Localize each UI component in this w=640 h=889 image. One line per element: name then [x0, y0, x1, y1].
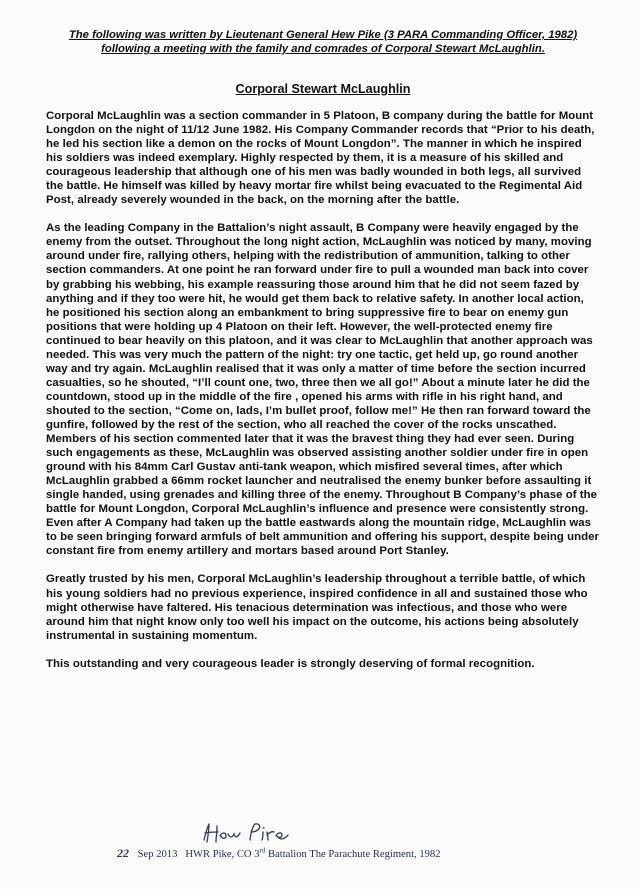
signature-ordinal: rd	[259, 846, 266, 855]
paragraph-1: Corporal McLaughlin was a section commander in 5 Platoon, B company during the battle for Mount Longdon on the night of 11/12 June 1982. His Company Commander records that “Prior to his death, he led his section like a demon on the rocks of Mount Longdon”. The manner in which he inspired his soldiers was indeed exemplary. Highly respected by them, it is a measure of his skilled and courageous leadership that although one of his men was badly wounded in both legs, all survived the battle. He himself was killed by heavy mortar fire whilst being evacuated to the Regimental Aid Post, already severely wounded in the back, on the morning after the battle.	[46, 110, 595, 207]
paragraph-2: As the leading Company in the Battalion’s night assault, B Company were heavily engaged by the enemy from the outset. Throughout the long night action, McLaughlin was noticed by many, moving around under fire, rallying others, helping with the redistribution of ammunition, talking to other section commanders. At one point he ran forward under fire to pull a wounded man back into cover by grabbing his webbing, his example reassuring those around him that he did not seem fazed by anything and if they too were hit, he would get them back to relative safety. In another local action, he positioned his section along an embankment to bring suppressive fire to bear on enemy gun positions that were holding up 4 Platoon on their left. However, the well-protected enemy fire continued to bear heavily on this platoon, and it was clear to McLaughlin that another approach was needed. This was very much the pattern of the night: try one tactic, get held up, go round another way and try again. McLaughlin realised that it was only a matter of time before the section incurred casualties, so he shouted, “I’ll count one, two, three then we all go!” About a minute later he did the countdown, stood up in the middle of the fire , opened his arms with rifle in his right hand, and shouted to the section, “Come on, lads, I’m bullet proof, follow me!” He then ran forward toward the gunfire, followed by the rest of the section, who all reached the cover of the rocks unscathed. Members of his section commented later that it was the bravest thing they had ever seen. During such engagements as these, McLaughlin was observed assisting another soldier under fire in open ground with his 84mm Carl Gustav anti-tank weapon, which misfired several times, after which McLaughlin grabbed a 66mm rocket launcher and neutralised the enemy bunker before assaulting it single handed, using grenades and killing three of the enemy. Throughout B Company’s phase of the battle for Mount Longdon, Corporal McLaughlin’s influence and presence were consistently strong. Even after A Company had taken up the battle eastwards along the mountain ridge, McLaughlin was to be seen bringing forward armfuls of belt ammunition and offering his support, despite being under constant fire from enemy artillery and mortars based around Port Stanley.	[46, 222, 600, 558]
signature-unit: Battalion The Parachute Regiment, 1982	[268, 849, 441, 860]
signature-day: 22	[117, 846, 129, 860]
signature-date: Sep 2013	[137, 849, 178, 860]
handwritten-signature	[200, 820, 290, 846]
paragraph-4: This outstanding and very courageous leader is strongly deserving of formal recognition.	[46, 657, 535, 670]
document-title: Corporal Stewart McLaughlin	[235, 82, 411, 96]
intro-note: The following was written by Lieutenant General Hew Pike (3 PARA Commanding Officer, 1982) following a meeting with the family and comrades of Corporal Stewart McLaughlin.	[68, 29, 578, 55]
signature-block	[0, 814, 640, 874]
signature-dateline	[117, 846, 441, 861]
signature-name: HWR Pike, CO 3	[185, 849, 260, 860]
paragraph-3: Greatly trusted by his men, Corporal McLaughlin’s leadership throughout a terrible battle, of which his young soldiers had no previous experience, inspired confidence in all and sustained those who might otherwise have faltered. His tenacious determination was infectious, and those who were around him that night know only too well his impact on the outcome, his actions being absolutely instrumental in sustaining momentum.	[46, 573, 588, 642]
